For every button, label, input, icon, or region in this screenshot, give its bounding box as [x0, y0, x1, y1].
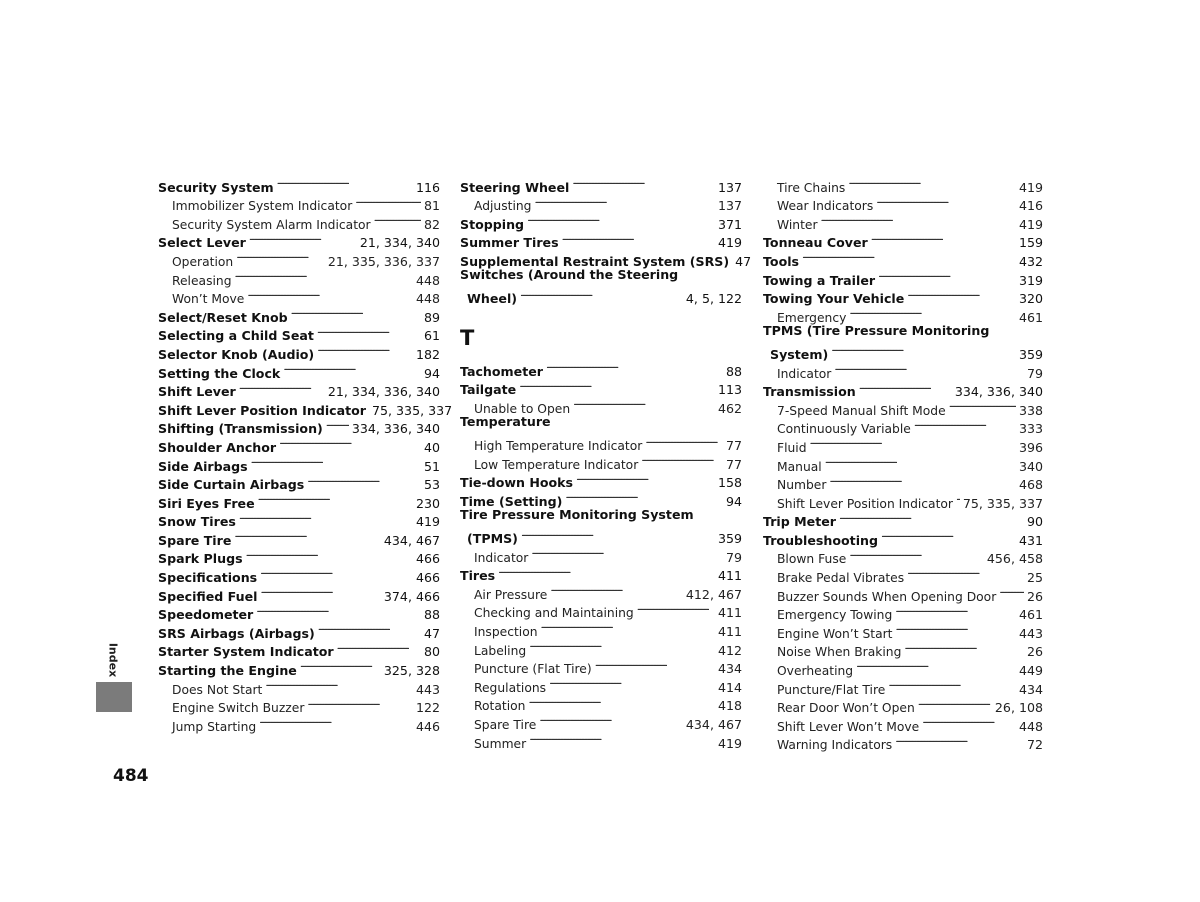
- dot-leader: [802, 247, 1016, 266]
- index-entry: [460, 562, 742, 584]
- entry-pages: 456, 458: [986, 551, 1043, 567]
- dot-leader: [317, 340, 413, 359]
- entry-label: Starting the Engine: [158, 663, 297, 679]
- entry-pages: 137: [717, 179, 742, 195]
- entry-pages: 419: [1018, 179, 1043, 195]
- dot-leader: [831, 340, 1016, 359]
- entry-pages: 340: [1018, 458, 1043, 474]
- dot-leader: [256, 601, 421, 620]
- entry-pages: 338: [1018, 402, 1043, 418]
- entry-pages: 94: [423, 365, 440, 381]
- index-subentry: [763, 173, 1043, 195]
- dot-leader: [265, 675, 413, 694]
- dot-leader: [519, 376, 715, 395]
- dot-leader: [291, 303, 421, 322]
- dot-leader: [907, 563, 1024, 582]
- entry-pages: 466: [415, 551, 440, 567]
- entry-label: Noise When Braking: [777, 645, 902, 660]
- dot-leader: [856, 656, 1016, 675]
- index-subentry: [460, 580, 742, 602]
- entry-label: Summer: [474, 736, 527, 751]
- dot-leader: [907, 285, 1016, 304]
- index-entry: [460, 285, 742, 307]
- entry-pages: 47: [423, 625, 440, 641]
- index-entry: [460, 525, 742, 547]
- entry-label: Spark Plugs: [158, 551, 243, 567]
- index-entry: [460, 506, 742, 525]
- dot-leader: [888, 675, 1016, 694]
- dot-leader: [849, 303, 1016, 322]
- dot-leader: [896, 619, 1016, 638]
- entry-label: Labeling: [474, 643, 527, 658]
- dot-leader: [550, 580, 683, 599]
- index-entry: [460, 413, 742, 432]
- entry-pages: 419: [717, 235, 742, 251]
- entry-pages: 137: [717, 198, 742, 214]
- dot-leader: [259, 712, 413, 731]
- dot-leader: [307, 694, 413, 713]
- entry-pages: 72: [1026, 737, 1043, 753]
- entry-pages: 374, 466: [383, 588, 440, 604]
- entry-label: Spare Tire: [474, 718, 537, 733]
- entry-label: Rear Door Won’t Open: [777, 701, 915, 716]
- entry-label: Time (Setting): [460, 493, 563, 509]
- dot-leader: [374, 210, 421, 229]
- entry-pages: 75, 335, 337: [962, 495, 1043, 511]
- entry-pages: 414: [717, 679, 742, 695]
- entry-pages: 94: [725, 493, 742, 509]
- dot-leader: [251, 452, 421, 471]
- entry-pages: 466: [415, 570, 440, 586]
- entry-label: Shift Lever Position Indicator: [777, 496, 953, 511]
- dot-leader: [895, 731, 1024, 750]
- entry-label: Switches (Around the Steering: [460, 266, 679, 282]
- entry-label: Regulations: [474, 680, 547, 695]
- entry-pages: 419: [415, 514, 440, 530]
- entry-label: Brake Pedal Vibrates: [777, 571, 905, 586]
- entry-label: Troubleshooting: [763, 532, 878, 548]
- dot-leader: [317, 322, 421, 341]
- index-entry: [763, 340, 1043, 362]
- entry-pages: 79: [1026, 365, 1043, 381]
- entry-label: Low Temperature Indicator: [474, 457, 639, 472]
- entry-label: Indicator: [777, 366, 832, 381]
- entry-label: Unable to Open: [474, 401, 571, 416]
- entry-label: TPMS (Tire Pressure Monitoring: [763, 322, 990, 338]
- entry-pages: 158: [717, 475, 742, 491]
- entry-label: Tachometer: [460, 363, 543, 379]
- entry-label: Select Lever: [158, 235, 246, 251]
- index-column-1: [158, 173, 453, 734]
- dot-leader: [645, 432, 723, 451]
- dot-leader: [318, 619, 421, 638]
- dot-leader: [260, 582, 380, 601]
- entry-label: Emergency Towing: [777, 608, 893, 623]
- entry-pages: 47: [735, 253, 752, 269]
- index-side-tab: [96, 682, 132, 712]
- entry-pages: 411: [717, 568, 742, 584]
- entry-label: Adjusting: [474, 199, 532, 214]
- entry-label: Number: [777, 478, 827, 493]
- entry-label: Air Pressure: [474, 587, 548, 602]
- dot-leader: [878, 266, 1016, 285]
- entry-label: 7-Speed Manual Shift Mode: [777, 403, 946, 418]
- entry-label: Tire Pressure Monitoring System: [460, 506, 694, 522]
- entry-label: Trip Meter: [763, 514, 836, 530]
- entry-pages: 434, 467: [685, 717, 742, 733]
- index-entry: [158, 173, 440, 195]
- entry-pages: 21, 334, 336, 340: [327, 384, 440, 400]
- entry-label: Releasing: [172, 273, 232, 288]
- dot-leader: [881, 526, 1016, 545]
- entry-pages: 116: [415, 179, 440, 195]
- entry-label: Starter System Indicator: [158, 644, 334, 660]
- dot-leader: [249, 229, 357, 248]
- index-entry: [460, 357, 742, 379]
- dot-leader: [949, 396, 1016, 415]
- entry-pages: 61: [423, 328, 440, 344]
- dot-leader: [355, 192, 421, 211]
- entry-pages: 462: [717, 400, 742, 416]
- dot-leader: [527, 210, 715, 229]
- entry-label: Immobilizer System Indicator: [172, 199, 353, 214]
- entry-label: System): [770, 346, 829, 362]
- index-entry: [763, 266, 1043, 288]
- entry-label: Indicator: [474, 550, 529, 565]
- entry-label: High Temperature Indicator: [474, 439, 643, 454]
- dot-leader: [258, 489, 413, 508]
- entry-pages: 334, 336, 340: [351, 421, 440, 437]
- entry-label: Blown Fuse: [777, 552, 847, 567]
- entry-label: Buzzer Sounds When Opening Door: [777, 589, 997, 604]
- entry-label: Rotation: [474, 699, 526, 714]
- entry-pages: 40: [423, 439, 440, 455]
- index-entry: [763, 322, 1043, 341]
- dot-leader: [637, 599, 715, 618]
- entry-pages: 75, 335, 337: [372, 402, 453, 418]
- entry-label: Continuously Variable: [777, 422, 911, 437]
- dot-leader: [834, 359, 1024, 378]
- dot-leader: [825, 452, 1016, 471]
- entry-pages: 90: [1026, 514, 1043, 530]
- entry-label: Wear Indicators: [777, 199, 874, 214]
- dot-leader: [839, 508, 1024, 527]
- entry-label: Spare Tire: [158, 532, 232, 548]
- entry-pages: 434: [1018, 681, 1043, 697]
- dot-leader: [234, 526, 381, 545]
- section-letter: T: [460, 326, 475, 351]
- dot-leader: [520, 285, 683, 304]
- dot-leader: [529, 636, 715, 655]
- entry-pages: 182: [415, 346, 440, 362]
- entry-label: Specifications: [158, 570, 258, 586]
- entry-pages: 79: [725, 549, 742, 565]
- dot-leader: [641, 450, 723, 469]
- dot-leader: [562, 229, 715, 248]
- entry-label: Tie-down Hooks: [460, 475, 574, 491]
- entry-pages: 21, 334, 340: [359, 235, 440, 251]
- dot-leader: [277, 173, 413, 192]
- entry-pages: 26: [1026, 644, 1043, 660]
- entry-label: Engine Switch Buzzer: [172, 701, 305, 716]
- entry-label: (TPMS): [467, 531, 518, 547]
- entry-pages: 230: [415, 495, 440, 511]
- dot-leader: [283, 359, 421, 378]
- entry-pages: 412: [717, 642, 742, 658]
- entry-label: Speedometer: [158, 607, 254, 623]
- entry-label: Tires: [460, 568, 496, 584]
- index-column-2: [460, 173, 752, 751]
- entry-label: Stopping: [460, 216, 525, 232]
- dot-leader: [956, 489, 960, 508]
- entry-pages: 432: [1018, 253, 1043, 269]
- entry-pages: 443: [1018, 625, 1043, 641]
- entry-pages: 396: [1018, 439, 1043, 455]
- entry-pages: 419: [717, 735, 742, 751]
- entry-pages: 113: [717, 382, 742, 398]
- entry-pages: 448: [415, 272, 440, 288]
- dot-leader: [521, 525, 715, 544]
- entry-pages: 51: [423, 458, 440, 474]
- entry-label: Shifting (Transmission): [158, 421, 323, 437]
- entry-label: Wheel): [467, 291, 518, 307]
- entry-label: Emergency: [777, 310, 847, 325]
- dot-leader: [829, 471, 1016, 490]
- index-entry: [460, 173, 742, 195]
- entry-pages: 446: [415, 718, 440, 734]
- entry-label: Jump Starting: [172, 719, 257, 734]
- entry-label: Specified Fuel: [158, 588, 258, 604]
- entry-pages: 418: [717, 698, 742, 714]
- entry-label: Transmission: [763, 384, 856, 400]
- index-column-3: [763, 173, 1043, 753]
- entry-label: Side Airbags: [158, 458, 248, 474]
- side-tab-label: Index: [106, 642, 120, 678]
- dot-leader: [848, 173, 1016, 192]
- index-entry: [763, 247, 1043, 269]
- entry-pages: 77: [725, 438, 742, 454]
- entry-pages: 434: [717, 661, 742, 677]
- entry-label: Shift Lever Won’t Move: [777, 719, 920, 734]
- dot-leader: [922, 712, 1016, 731]
- entry-pages: 411: [717, 605, 742, 621]
- dot-leader: [529, 729, 715, 748]
- entry-pages: 159: [1018, 235, 1043, 251]
- dot-leader: [999, 582, 1024, 601]
- entry-label: Won’t Move: [172, 292, 245, 307]
- entry-pages: 21, 335, 336, 337: [327, 253, 440, 269]
- entry-label: Side Curtain Airbags: [158, 477, 305, 493]
- entry-label: Inspection: [474, 625, 538, 640]
- dot-leader: [247, 285, 413, 304]
- dot-leader: [565, 487, 723, 506]
- dot-leader: [541, 617, 715, 636]
- dot-leader: [576, 469, 715, 488]
- entry-label: Steering Wheel: [460, 179, 570, 195]
- entry-label: Setting the Clock: [158, 365, 281, 381]
- entry-pages: 359: [717, 531, 742, 547]
- entry-pages: 431: [1018, 532, 1043, 548]
- dot-leader: [539, 710, 683, 729]
- entry-label: Engine Won’t Start: [777, 626, 893, 641]
- dot-leader: [528, 692, 715, 711]
- entry-label: Towing a Trailer: [763, 272, 876, 288]
- dot-leader: [573, 394, 715, 413]
- entry-pages: 320: [1018, 291, 1043, 307]
- entry-pages: 443: [415, 681, 440, 697]
- entry-pages: 82: [423, 216, 440, 232]
- dot-leader: [260, 563, 413, 582]
- dot-leader: [337, 638, 421, 657]
- entry-pages: 319: [1018, 272, 1043, 288]
- entry-pages: 416: [1018, 198, 1043, 214]
- entry-label: Shift Lever Position Indicator: [158, 402, 367, 418]
- entry-label: Shoulder Anchor: [158, 439, 277, 455]
- entry-pages: 411: [717, 624, 742, 640]
- entry-label: Select/Reset Knob: [158, 309, 288, 325]
- dot-leader: [549, 673, 715, 692]
- dot-leader: [810, 433, 1016, 452]
- dot-leader: [246, 545, 413, 564]
- dot-leader: [326, 415, 349, 434]
- dot-leader: [595, 655, 715, 674]
- dot-leader: [895, 601, 1016, 620]
- entry-pages: 26: [1026, 588, 1043, 604]
- entry-pages: 80: [423, 644, 440, 660]
- dot-leader: [849, 545, 984, 564]
- entry-label: Towing Your Vehicle: [763, 291, 905, 307]
- entry-pages: 26, 108: [994, 700, 1043, 716]
- entry-label: Puncture (Flat Tire): [474, 662, 592, 677]
- entry-label: Fluid: [777, 440, 807, 455]
- entry-label: Tools: [763, 253, 800, 269]
- entry-label: Temperature: [460, 413, 551, 429]
- dot-leader: [236, 247, 325, 266]
- entry-label: Snow Tires: [158, 514, 236, 530]
- entry-label: Manual: [777, 459, 822, 474]
- index-subentry: [460, 432, 742, 454]
- entry-pages: 122: [415, 700, 440, 716]
- entry-pages: 449: [1018, 663, 1043, 679]
- entry-label: Tonneau Cover: [763, 235, 868, 251]
- entry-label: Security System: [158, 179, 274, 195]
- entry-pages: 448: [1018, 718, 1043, 734]
- dot-leader: [546, 357, 723, 376]
- entry-pages: 77: [725, 456, 742, 472]
- entry-pages: 334, 336, 340: [954, 384, 1043, 400]
- entry-label: Does Not Start: [172, 682, 263, 697]
- entry-pages: 88: [423, 607, 440, 623]
- entry-pages: 359: [1018, 346, 1043, 362]
- dot-leader: [871, 229, 1016, 248]
- entry-pages: 333: [1018, 421, 1043, 437]
- entry-label: Selector Knob (Audio): [158, 346, 315, 362]
- entry-pages: 461: [1018, 607, 1043, 623]
- dot-leader: [821, 210, 1016, 229]
- page-number: 484: [113, 766, 149, 786]
- entry-label: Siri Eyes Free: [158, 495, 255, 511]
- dot-leader: [239, 378, 325, 397]
- dot-leader: [498, 562, 715, 581]
- entry-label: Warning Indicators: [777, 738, 893, 753]
- entry-pages: 81: [423, 198, 440, 214]
- entry-pages: 88: [725, 363, 742, 379]
- entry-pages: 412, 467: [685, 586, 742, 602]
- entry-pages: 25: [1026, 570, 1043, 586]
- entry-label: Overheating: [777, 664, 854, 679]
- dot-leader: [859, 378, 952, 397]
- dot-leader: [235, 266, 413, 285]
- entry-label: Shift Lever: [158, 384, 236, 400]
- dot-leader: [279, 433, 421, 452]
- entry-label: Tire Chains: [777, 180, 846, 195]
- entry-pages: 4, 5, 122: [685, 291, 742, 307]
- dot-leader: [534, 192, 714, 211]
- dot-leader: [307, 471, 421, 490]
- entry-label: SRS Airbags (Airbags): [158, 625, 315, 641]
- entry-pages: 419: [1018, 216, 1043, 232]
- entry-label: Supplemental Restraint System (SRS): [460, 253, 730, 269]
- dot-leader: [904, 638, 1024, 657]
- entry-label: Tailgate: [460, 382, 517, 398]
- entry-pages: 434, 467: [383, 532, 440, 548]
- dot-leader: [239, 508, 413, 527]
- entry-pages: 53: [423, 477, 440, 493]
- dot-leader: [300, 656, 381, 675]
- dot-leader: [914, 415, 1016, 434]
- entry-pages: 89: [423, 309, 440, 325]
- entry-label: Selecting a Child Seat: [158, 328, 314, 344]
- entry-pages: 468: [1018, 477, 1043, 493]
- dot-leader: [531, 543, 723, 562]
- entry-label: Checking and Maintaining: [474, 606, 634, 621]
- dot-leader: [572, 173, 715, 192]
- entry-label: Puncture/Flat Tire: [777, 682, 886, 697]
- entry-label: Operation: [172, 254, 234, 269]
- entry-pages: 448: [415, 291, 440, 307]
- entry-label: Winter: [777, 217, 818, 232]
- dot-leader: [876, 192, 1016, 211]
- entry-label: Security System Alarm Indicator: [172, 217, 371, 232]
- entry-pages: 371: [717, 216, 742, 232]
- entry-pages: 461: [1018, 309, 1043, 325]
- dot-leader: [918, 694, 992, 713]
- entry-pages: 325, 328: [383, 663, 440, 679]
- entry-label: Summer Tires: [460, 235, 559, 251]
